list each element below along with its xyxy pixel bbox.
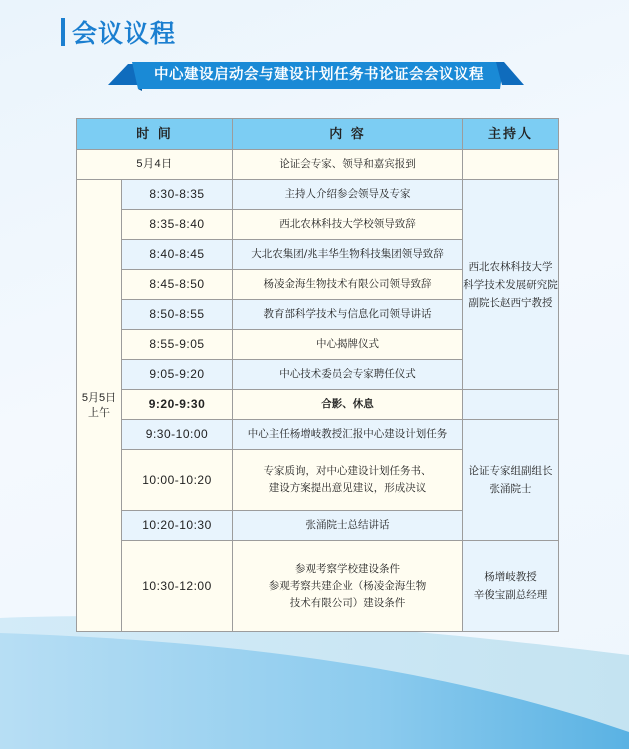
row-content: 西北农林科技大学校领导致辞: [233, 210, 463, 240]
row-time: 8:45-8:50: [122, 270, 233, 300]
host-break: [463, 390, 559, 420]
host-line: 科学技术发展研究院: [463, 278, 558, 291]
host-line: 辛俊宝副总经理: [473, 589, 548, 601]
row-time: 9:30-10:00: [122, 420, 233, 450]
table-header-row: [77, 119, 559, 150]
row-content: [233, 450, 463, 511]
day-date: 5月5日: [81, 391, 117, 404]
row-time: 9:20-9:30: [122, 390, 233, 420]
row-time: 8:55-9:05: [122, 330, 233, 360]
host-opening: [463, 180, 559, 390]
header-content: 内 容: [233, 119, 463, 150]
agenda-table: [76, 118, 559, 632]
host-line: 论证专家组副组长: [468, 465, 553, 477]
row-time: 10:20-10:30: [122, 511, 233, 541]
row-time: 8:40-8:45: [122, 240, 233, 270]
day-label-cell: [77, 180, 122, 632]
banner-title: 中心建设启动会与建设计划任务书论证会会议议程: [154, 67, 484, 83]
content-line: 技术有限公司）建设条件: [289, 596, 406, 609]
host-line: 西北农林科技大学: [468, 260, 553, 273]
registration-date: 5月4日: [77, 150, 233, 180]
row-time: 10:30-12:00: [122, 541, 233, 632]
title-accent-bar: [61, 18, 65, 46]
host-visit: [463, 541, 559, 632]
content-line: 建设方案提出意见建议，形成决议: [268, 482, 427, 494]
content-line: 专家质询，对中心建设计划任务书、: [263, 465, 432, 477]
row-content: 大北农集团/兆丰华生物科技集团领导致辞: [233, 240, 463, 270]
header-host: 主持人: [463, 119, 559, 150]
row-content: 杨凌金海生物技术有限公司领导致辞: [233, 270, 463, 300]
table-row: [77, 150, 559, 180]
row-content: 主持人介绍参会领导及专家: [233, 180, 463, 210]
row-content: 中心主任杨增岐教授汇报中心建设计划任务: [233, 420, 463, 450]
table-row: [77, 180, 559, 210]
row-content: 中心揭牌仪式: [233, 330, 463, 360]
host-line: 张涌院士: [489, 483, 532, 495]
header-time: 时 间: [77, 119, 233, 150]
table-row-break: [77, 390, 559, 420]
table-row: [77, 541, 559, 632]
row-content: 张涌院士总结讲话: [233, 511, 463, 541]
row-content: 教育部科学技术与信息化司领导讲话: [233, 300, 463, 330]
content-line: 参观考察共建企业（杨凌金海生物: [268, 579, 427, 592]
day-period: 上午: [88, 406, 110, 419]
page-title-text: 会议议程: [72, 19, 177, 48]
row-time: 8:50-8:55: [122, 300, 233, 330]
row-time: 10:00-10:20: [122, 450, 233, 511]
row-content: 中心技术委员会专家聘任仪式: [233, 360, 463, 390]
row-time: 8:35-8:40: [122, 210, 233, 240]
table-row: [77, 420, 559, 450]
registration-host: [463, 150, 559, 180]
agenda-banner: [108, 62, 524, 91]
row-time: 9:05-9:20: [122, 360, 233, 390]
page-title: [61, 17, 176, 47]
content-line: 参观考察学校建设条件: [295, 562, 400, 575]
row-time: 8:30-8:35: [122, 180, 233, 210]
host-line: 杨增岐教授: [484, 571, 537, 583]
row-content: 合影、休息: [233, 390, 463, 420]
host-report: [463, 420, 559, 541]
row-content: [233, 541, 463, 632]
host-line: 副院长赵西宁教授: [468, 296, 553, 309]
registration-content: 论证会专家、领导和嘉宾报到: [233, 150, 463, 180]
